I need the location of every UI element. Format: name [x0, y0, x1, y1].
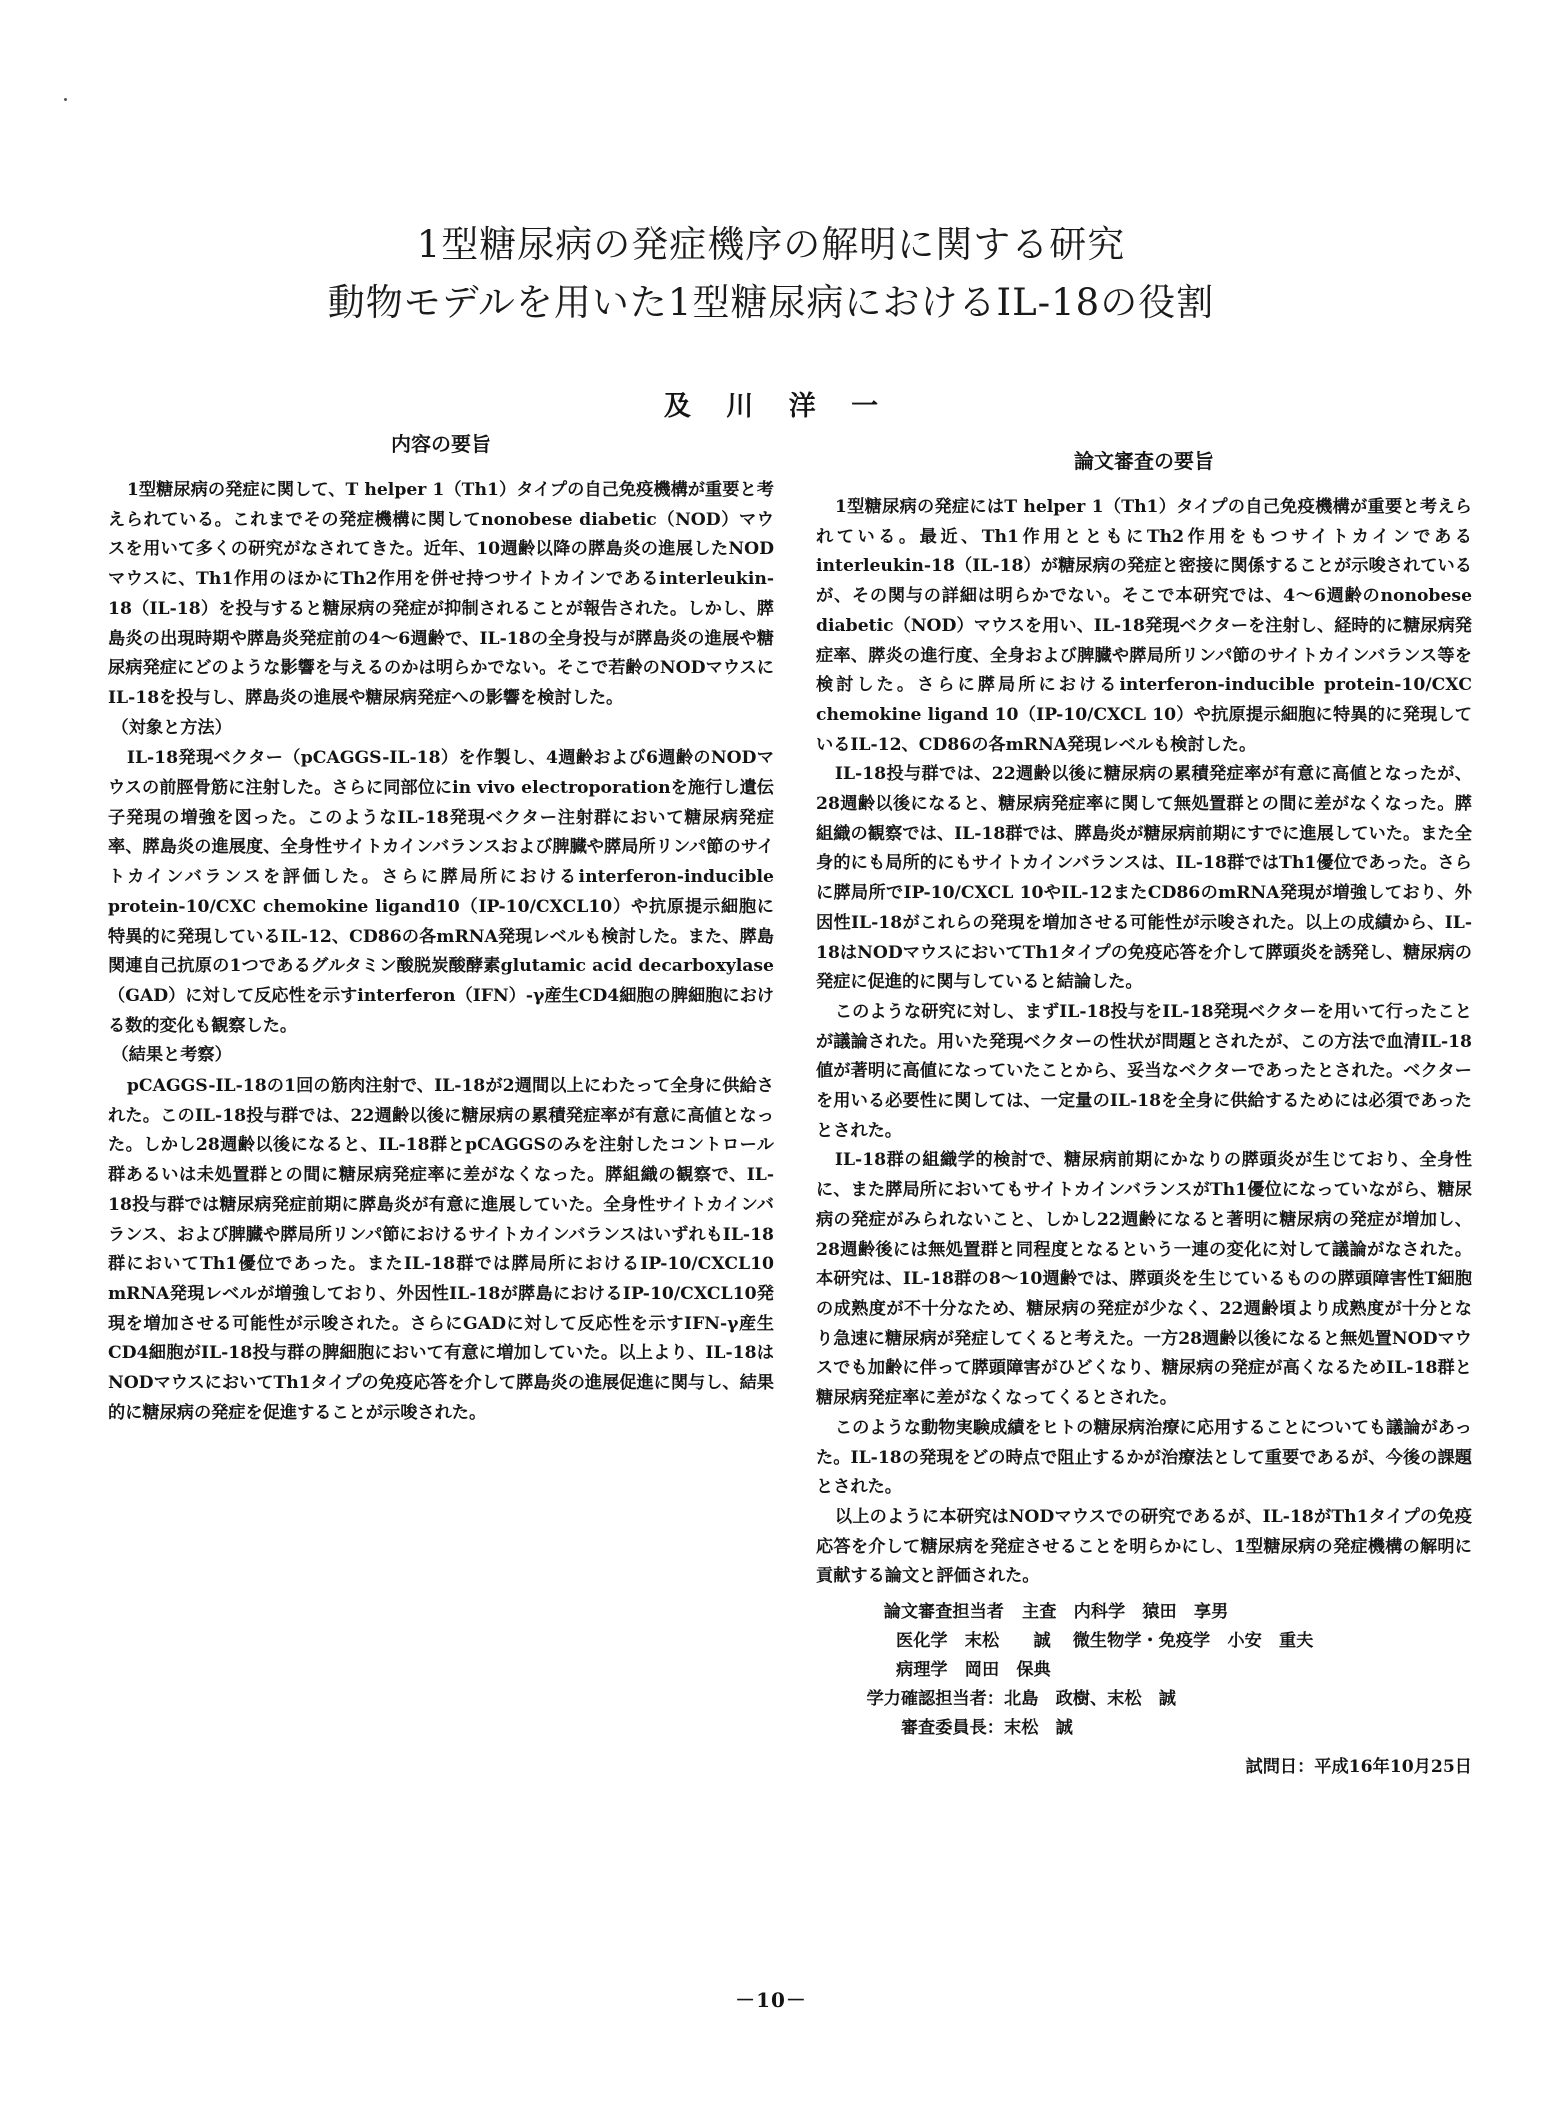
author-name: 及 川 洋 一 — [663, 391, 879, 422]
examiner-value: 医化学 末松 誠 — [896, 1631, 1051, 1652]
examiner-row — [816, 1685, 1472, 1714]
results-text: pCAGGS-IL-18の1回の筋肉注射で、IL-18が2週間以上にわたって全身に供給された。このIL-18投与群では、22週齢以後に糖尿病の累積発症率が有意に高値となった。しかし28週齢以後になると、IL-18群とpCAGGSのみを注射したコントロール群あるいは未処置群との間に糖尿病発症率に差がなくなった。膵組織の観察で、IL-18投与群では糖尿病発症前期に膵島炎が有意に進展していた。全身性サイトカインバランス、および脾臓や膵局所リンパ節におけるサイトカインバランスはいずれもIL-18群においてTh1優位であった。またIL-18群では膵局所におけるIP-10/CXCL10 mRNA発現レベルが増強しており、外因性IL-18が膵島におけるIP-10/CXCL10発現を増加させる可能性が示唆された。さらにGADに対して反応性を示すIFN-γ産生CD4細胞がIL-18投与群の脾細胞において有意に増加していた。以上より、IL-18はNODマウスにおいてTh1タイプの免疫応答を介して膵島炎の進展促進に関与し、結果的に糖尿病の発症を促進することが示唆された。 — [108, 1076, 774, 1423]
methods-text: IL-18発現ベクター（pCAGGS-IL-18）を作製し、4週齢および6週齢のNODマウスの前脛骨筋に注射した。さらに同部位にin vivo electroporationを施行し遺伝子発現の増強を図った。このようなIL-18発現ベクター注射群において糖尿病発症率、膵島炎の進展度、全身性サイトカインバランスおよび脾臓や膵局所リンパ節のサイトカインバランスを評価した。さらに膵局所におけるinterferon-inducible protein-10/CXC chemokine ligand10（IP-10/CXCL10）や抗原提示細胞に特異的に発現しているIL-12、CD86の各mRNA発現レベルも検討した。また、膵島関連自己抗原の1つであるグルタミン酸脱炭酸酵素glutamic acid decarboxylase（GAD）に対して反応性を示すinterferon（IFN）-γ産生CD4細胞の脾細胞における数的変化も観察した。 — [108, 748, 774, 1036]
examiner-label: 論文審査担当者 — [883, 1602, 1004, 1623]
review-column — [816, 430, 1472, 1783]
examiner-row — [816, 1627, 1472, 1656]
title-line-1: 1型糖尿病の発症機序の解明に関する研究 — [416, 223, 1126, 266]
examiner-value: 微生物学・免疫学 小安 重夫 — [1072, 1631, 1314, 1652]
examiner-value: 病理学 岡田 保典 — [896, 1660, 1051, 1681]
review-heading: 論文審査の要旨 — [1074, 449, 1214, 473]
examiner-list — [816, 1598, 1472, 1743]
review-paragraph: このような動物実験成績をヒトの糖尿病治療に応用することについても議論があった。IL-18の発現をどの時点で阻止するかが治療法として重要であるが、今後の課題とされた。 — [816, 1417, 1472, 1498]
title-line-2: 動物モデルを用いた1型糖尿病におけるIL-18の役割 — [327, 281, 1215, 324]
page-number: －10－ — [735, 1988, 807, 2012]
scan-speck — [64, 98, 67, 101]
examiner-label: 審査委員長： — [900, 1718, 1004, 1739]
review-paragraph: IL-18投与群では、22週齢以後に糖尿病の累積発症率が有意に高値となったが、28週齢以後になると、糖尿病発症率に関して無処置群との間に差がなくなった。膵組織の観察では、IL-18群では、膵島炎が糖尿病前期にすでに進展していた。また全身的にも局所的にもサイトカインバランスは、IL-18群ではTh1優位であった。さらに膵局所でIP-10/CXCL 10やIL-12またCD86のmRNA発現が増強しており、外因性IL-18がこれらの発現を増加させる可能性が示唆された。以上の成績から、IL-18はNODマウスにおいてTh1タイプの免疫応答を介して膵頭炎を誘発し、糖尿病の発症に促進的に関与していると結論した。 — [816, 764, 1472, 993]
methods-heading: （対象と方法） — [111, 717, 232, 738]
examiner-row — [816, 1656, 1472, 1685]
summary-heading: 内容の要旨 — [391, 432, 491, 456]
examiner-value: 末松 誠 — [1004, 1718, 1073, 1739]
examiner-row — [816, 1598, 1472, 1627]
examiner-row — [816, 1714, 1472, 1743]
results-heading: （結果と考察） — [111, 1045, 232, 1066]
review-paragraph: このような研究に対し、まずIL-18投与をIL-18発現ベクターを用いて行ったことが議論された。用いた発現ベクターの性状が問題とされたが、この方法で血清IL-18値が著明に高値になっていたことから、妥当なベクターであったとされた。ベクターを用いる必要性に関しては、一定量のIL-18を全身に供給するためには必須であったとされた。 — [816, 1001, 1472, 1141]
examiner-value: 主査 内科学 猿田 享男 — [1022, 1602, 1229, 1623]
review-paragraph: 1型糖尿病の発症にはT helper 1（Th1）タイプの自己免疫機構が重要と考えられている。最近、Th1作用とともにTh2作用をもつサイトカインであるinterleukin-18（IL-18）が糖尿病の発症と密接に関係することが示唆されているが、その関与の詳細は明らかでない。そこで本研究では、4～6週齢のnonobese diabetic（NOD）マウスを用い、IL-18発現ベクターを注射し、経時的に糖尿病発症率、膵炎の進行度、全身および脾臓や膵局所リンパ節のサイトカインバランス等を検討した。さらに膵局所におけるinterferon-inducible protein-10/CXC chemokine ligand 10（IP-10/CXCL 10）や抗原提示細胞に特異的に発現しているIL-12、CD86の各mRNA発現レベルも検討した。 — [816, 497, 1472, 755]
review-paragraph: 以上のように本研究はNODマウスでの研究であるが、IL-18がTh1タイプの免疫応答を介して糖尿病を発症させることを明らかにし、1型糖尿病の発症機構の解明に貢献する論文と評価された。 — [816, 1506, 1472, 1587]
review-paragraph: IL-18群の組織学的検討で、糖尿病前期にかなりの膵頭炎が生じており、全身性に、また膵局所においてもサイトカインバランスがTh1優位になっていながら、糖尿病の発症がみられないこと、しかし22週齢になると著明に糖尿病の発症が増加し、28週齢後には無処置群と同程度となるという一連の変化に対して議論がなされた。本研究は、IL-18群の8～10週齢では、膵頭炎を生じているものの膵頭障害性T細胞の成熟度が不十分なため、糖尿病の発症が少なく、22週齢頃より成熟度が十分となり急速に糖尿病が発症してくると考えた。一方28週齢以後になると無処置NODマウスでも加齢に伴って膵頭障害がひどくなり、糖尿病の発症が高くなるためIL-18群と糖尿病発症率に差がなくなってくるとされた。 — [816, 1150, 1472, 1409]
examiner-value: 北島 政樹、末松 誠 — [1004, 1689, 1176, 1710]
examiner-label: 学力確認担当者： — [866, 1689, 1004, 1710]
summary-intro: 1型糖尿病の発症に関して、T helper 1（Th1）タイプの自己免疫機構が重要と考えられている。これまでその発症機構に関してnonobese diabetic（NOD）マウスを用いて多くの研究がなされてきた。近年、10週齢以降の膵島炎の進展したNODマウスに、Th1作用のほかにTh2作用を併せ持つサイトカインであるinterleukin-18（IL-18）を投与すると糖尿病の発症が抑制されることが報告された。しかし、膵島炎の出現時期や膵島炎発症前の4～6週齢で、IL-18の全身投与が膵島炎の進展や糖尿病発症にどのような影響を与えるのかは明らかでない。そこで若齢のNODマウスにIL-18を投与し、膵島炎の進展や糖尿病発症への影響を検討した。 — [108, 480, 774, 708]
exam-date: 試問日：平成16年10月25日 — [1245, 1757, 1472, 1778]
summary-column — [108, 430, 774, 1429]
